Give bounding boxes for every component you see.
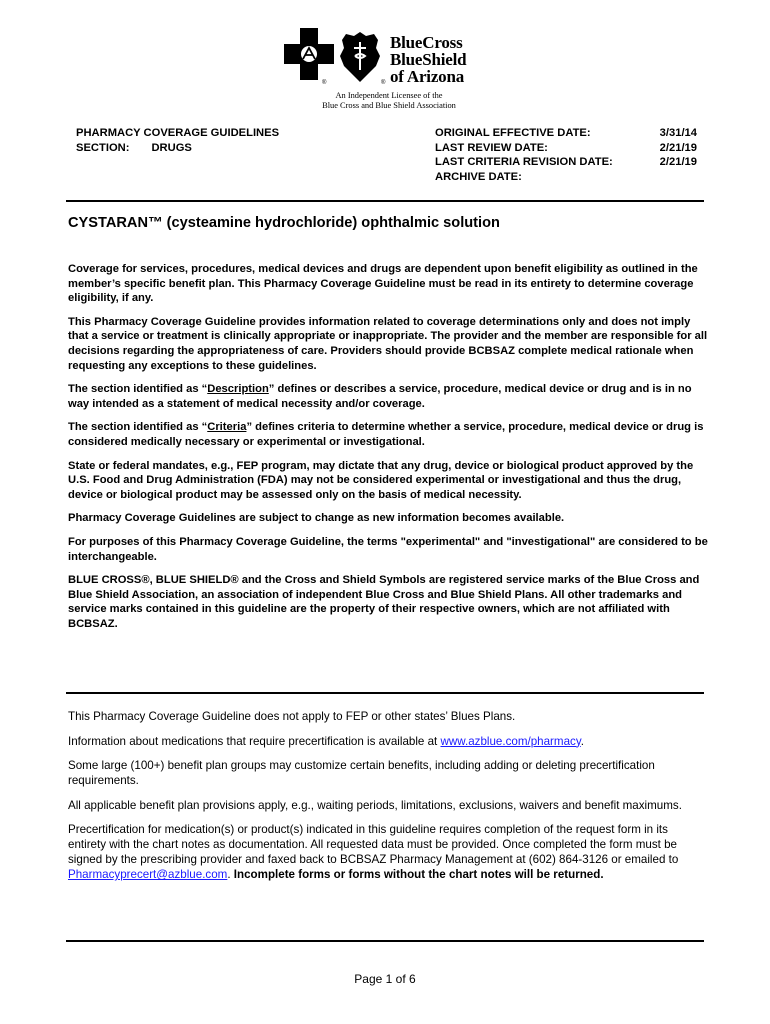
disclaimer-paragraph-6: Pharmacy Coverage Guidelines are subject to change as new information becomes available.	[68, 512, 565, 525]
description-term: Description	[207, 383, 269, 396]
section-label: SECTION:	[76, 141, 130, 154]
section-row	[76, 141, 279, 156]
disclaimer-divider	[66, 692, 704, 694]
blue-cross-symbol-icon	[284, 28, 334, 80]
info-paragraph-5	[68, 822, 708, 882]
last-criteria-revision-date-label: LAST CRITERIA REVISION DATE:	[435, 156, 613, 168]
original-effective-date-label: ORIGINAL EFFECTIVE DATE:	[435, 127, 591, 139]
description-text-post: ” defines or describes a service, procedure, medical device or drug and is in no way intended as a statement of medical necessity and/or coverage.	[68, 383, 692, 410]
last-criteria-revision-date-value: 2/21/19	[659, 156, 697, 168]
pharmacy-website-link[interactable]: www.azblue.com/pharmacy	[440, 734, 581, 748]
disclaimer-paragraph-8: BLUE CROSS®, BLUE SHIELD® and the Cross and Shield Symbols are registered service marks of the Blue Cross and Blue Shield Association, an association of independent Blue Cross and Blue Shield Plans. All other trademarks and service marks contained in this guideline are the property of their respective owners, which are not affiliated with BCBSAZ.	[68, 574, 700, 630]
date-labels	[435, 126, 613, 184]
page-number: Page 1 of 6	[354, 972, 416, 986]
logo-line-2: BlueShield	[390, 50, 467, 69]
registered-mark-shield: ®	[381, 80, 386, 86]
disclaimer-block	[68, 262, 708, 640]
disclaimer-paragraph-2: This Pharmacy Coverage Guideline provides information related to coverage determinations only and does not imply that a service or treatment is clinically appropriate or inappropriate. The provider and the member are responsible for all decisions regarding the appropriateness of care. Providers should provide BCBSAZ complete medical rationale when requesting any exceptions to these guidelines.	[68, 315, 708, 372]
precert-email-link[interactable]: Pharmacyprecert@azblue.com	[68, 868, 228, 882]
last-review-date-label: LAST REVIEW DATE:	[435, 141, 548, 154]
incomplete-forms-warning: Incomplete forms or forms without the chart notes will be returned.	[233, 868, 604, 882]
precertification-info-block	[68, 709, 708, 892]
logo-wordmark	[390, 34, 466, 85]
criteria-text-pre: The section identified as “	[68, 421, 208, 434]
footer-divider	[66, 940, 704, 942]
guideline-header	[76, 126, 279, 155]
bcbsaz-logo	[284, 28, 494, 112]
info-paragraph-2	[68, 734, 708, 749]
info-p5-mid: .	[227, 868, 234, 882]
guideline-label: PHARMACY COVERAGE GUIDELINES	[76, 127, 280, 139]
section-value: DRUGS	[151, 141, 192, 154]
info-p2-pre: Information about medications that require precertification is available at	[68, 734, 441, 748]
logo-tagline-2: Blue Cross and Blue Shield Association	[322, 101, 456, 110]
disclaimer-paragraph-3	[68, 382, 708, 411]
date-values	[620, 126, 697, 170]
header-divider	[66, 200, 704, 202]
info-p2-post: .	[580, 734, 584, 748]
logo-tagline-1: An Independent Licensee of the	[335, 91, 443, 100]
info-p5-pre: Precertification for medication(s) or product(s) indicated in this guideline requires completion of the request form in its entirety with the chart notes as documentation. All requested data must be provided. Once completed the form must be signed by the prescribing provider and faxed back to BCBSAZ Pharmacy Management at (602) 864-3126 or emailed to	[68, 823, 679, 867]
criteria-text-post: ” defines criteria to determine whether a service, procedure, medical device or drug is considered medically necessary or experimental or investigational.	[68, 421, 704, 448]
disclaimer-paragraph-1: Coverage for services, procedures, medical devices and drugs are dependent upon benefit eligibility as outlined in the member’s specific benefit plan. This Pharmacy Coverage Guideline must be read in its entirety to determine coverage eligibility, if any.	[68, 263, 698, 305]
criteria-term: Criteria	[207, 421, 247, 434]
page-title: CYSTARAN™ (cysteamine hydrochloride) ophthalmic solution	[68, 215, 500, 231]
info-paragraph-1: This Pharmacy Coverage Guideline does not apply to FEP or other states’ Blues Plans.	[68, 710, 516, 723]
info-paragraph-3: Some large (100+) benefit plan groups may customize certain benefits, including adding or deleting precertification requirements.	[68, 759, 655, 788]
blue-shield-symbol-icon	[340, 32, 380, 82]
original-effective-date-value: 3/31/14	[659, 127, 697, 139]
archive-date-label: ARCHIVE DATE:	[435, 170, 522, 183]
disclaimer-paragraph-5: State or federal mandates, e.g., FEP program, may dictate that any drug, device or biological product approved by the U.S. Food and Drug Administration (FDA) may not be considered experimental or investigational and thus the drug, device or biological product may be assessed only on the basis of medical necessity.	[68, 459, 694, 501]
logo-tagline	[298, 91, 480, 111]
disclaimer-paragraph-7: For purposes of this Pharmacy Coverage Guideline, the terms "experimental" and "investigational" are considered to be interchangeable.	[68, 535, 708, 563]
info-paragraph-4: All applicable benefit plan provisions apply, e.g., waiting periods, limitations, exclusions, waivers and benefit maximums.	[68, 798, 682, 812]
last-review-date-value: 2/21/19	[659, 141, 697, 154]
logo-line-3: of Arizona	[390, 67, 465, 86]
description-text-pre: The section identified as “	[68, 383, 208, 396]
registered-mark-cross: ®	[322, 80, 327, 86]
disclaimer-paragraph-4	[68, 420, 708, 449]
logo-line-1: BlueCross	[390, 33, 463, 52]
